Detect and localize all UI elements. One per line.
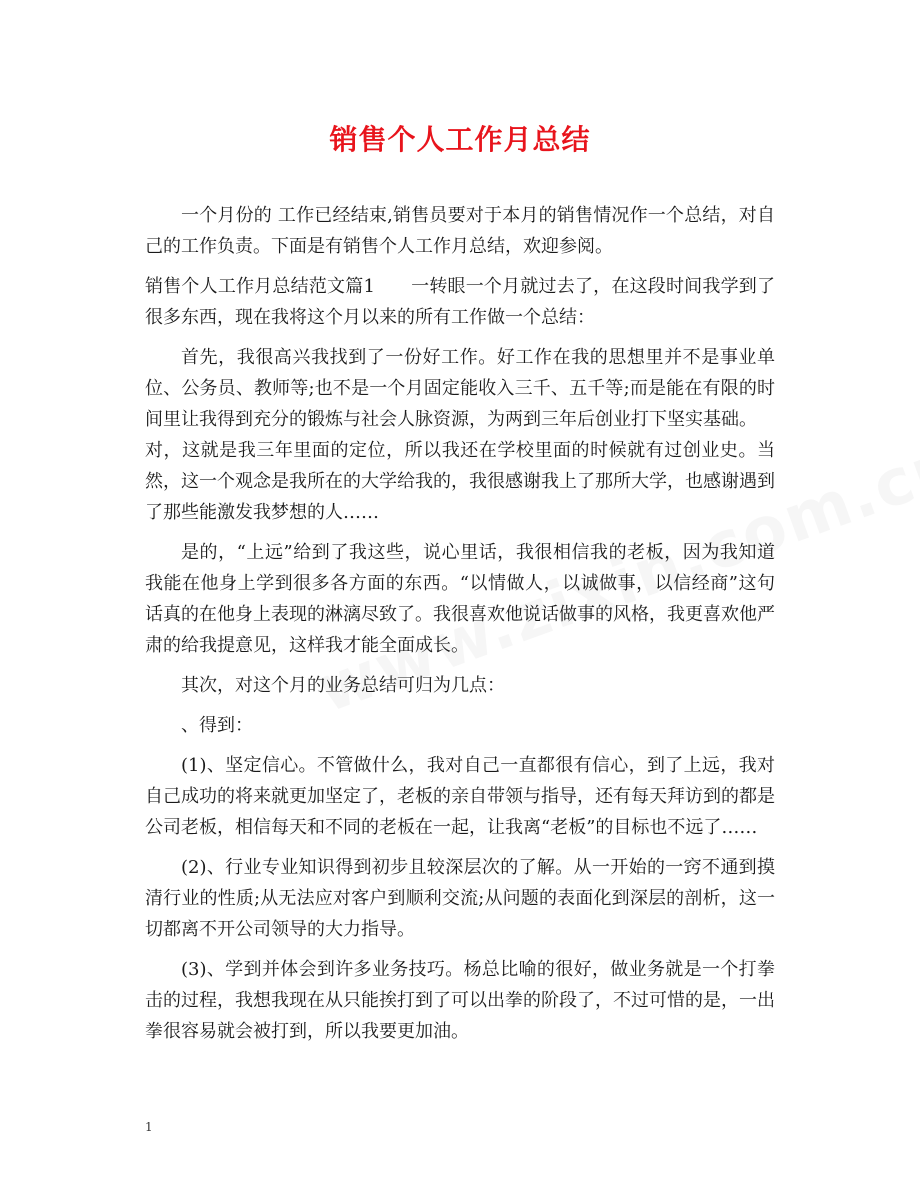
paragraph-positioning: 对，这就是我三年里面的定位，所以我还在学校里面的时候就有过创业史。当然，这一个观念是我所在的大学给我的，我很感谢我上了那所大学，也感谢遇到了那些能激发我梦想的人…… bbox=[145, 440, 775, 523]
paragraph-intro: 一个月份的 工作已经结束,销售员要对于本月的销售情况作一个总结，对自己的工作负责。下面是有销售个人工作月总结，欢迎参阅。 bbox=[145, 205, 775, 257]
paragraph-gains-heading: 、得到： bbox=[181, 715, 253, 736]
paragraph-section-start bbox=[145, 271, 775, 333]
section-heading: 销售个人工作月总结范文篇1 bbox=[145, 276, 375, 297]
paragraph-first: 首先，我很高兴我找到了一份好工作。好工作在我的思想里并不是事业单位、公务员、教师等;也不是一个月固定能收入三千、五千等;而是能在有限的时间里让我得到充分的锻炼与社会人脉资源，为两到三年后创业打下坚实基础。 bbox=[145, 347, 775, 430]
paragraph-point-2: (2)、行业专业知识得到初步且较深层次的了解。从一开始的一窍不通到摸清行业的性质;从无法应对客户到顺利交流;从问题的表面化到深层的剖析，这一切都离不开公司领导的大力指导。 bbox=[145, 857, 775, 940]
document-body bbox=[145, 200, 775, 1056]
paragraph-second: 其次，对这个月的业务总结可归为几点： bbox=[181, 675, 505, 696]
paragraph-point-3: (3)、学到并体会到许多业务技巧。杨总比喻的很好，做业务就是一个打拳击的过程，我想我现在从只能挨打到了可以出拳的阶段了，不过可惜的是，一出拳很容易就会被打到，所以我要更加油。 bbox=[145, 959, 775, 1042]
document-title: 销售个人工作月总结 bbox=[329, 123, 591, 156]
paragraph-shangyuan: 是的，“上远”给到了我这些，说心里话，我很相信我的老板，因为我知道我能在他身上学到很多各方面的东西。“以情做人，以诚做事，以信经商”这句话真的在他身上表现的淋漓尽致了。我很喜欢他说话做事的风格，我更喜欢他严肃的给我提意见，这样我才能全面成长。 bbox=[145, 542, 775, 656]
page-number: 1 bbox=[145, 1120, 153, 1134]
paragraph-section-text: 一转眼一个月就过去了，在这段时间我学到了很多东西，现在我将这个月以来的所有工作做一个总结： bbox=[145, 276, 775, 328]
paragraph-point-1: (1)、坚定信心。不管做什么，我对自己一直都很有信心，到了上远，我对自己成功的将来就更加坚定了，老板的亲自带领与指导，还有每天拜访到的都是公司老板，相信每天和不同的老板在一起，让我离“老板”的目标也不远了…… bbox=[145, 755, 775, 838]
